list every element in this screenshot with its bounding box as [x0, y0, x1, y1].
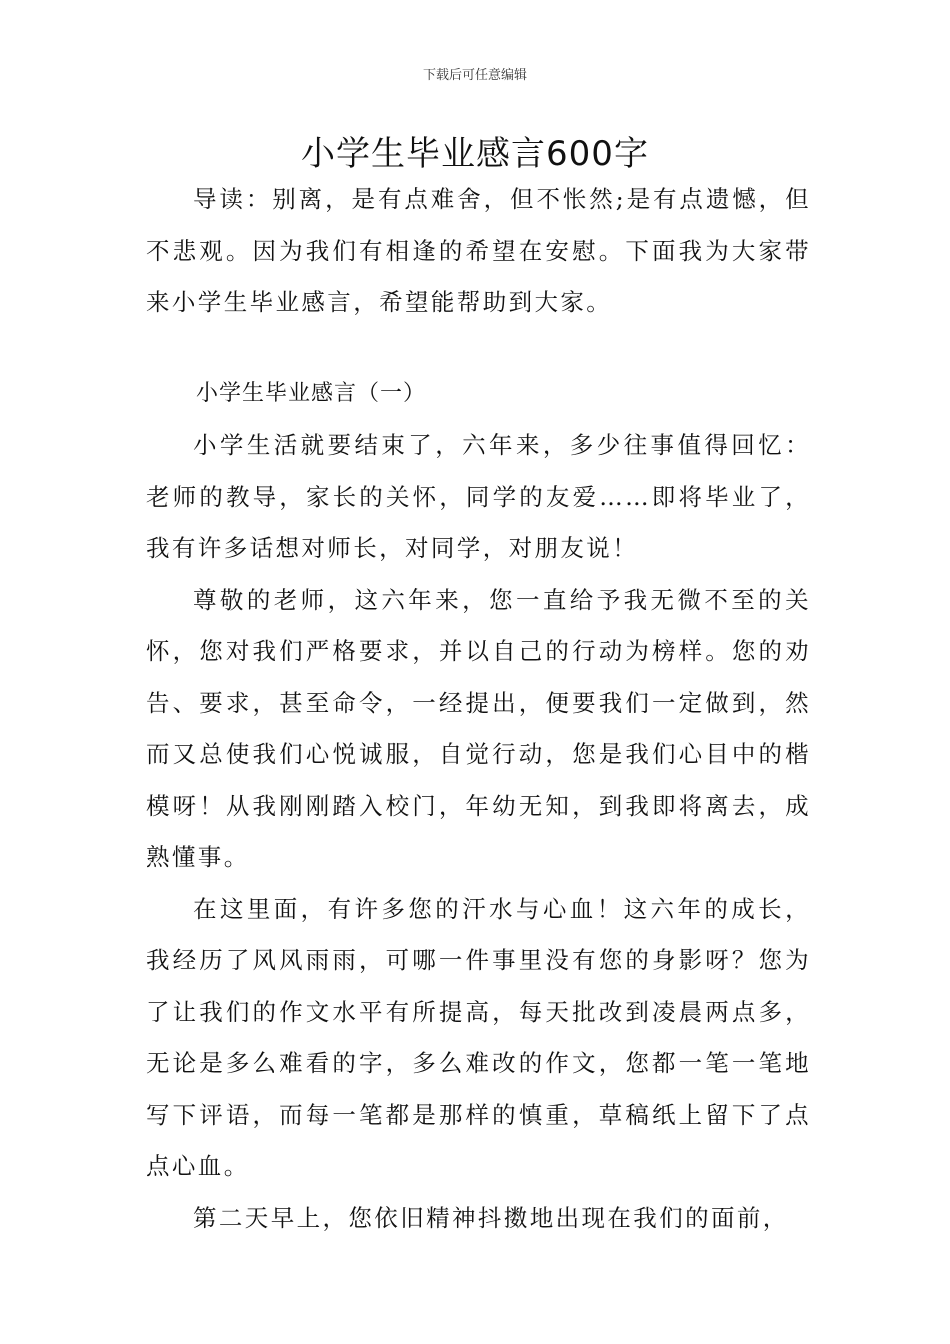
- header-note: 下载后可任意编辑: [422, 68, 527, 83]
- section-heading: 小学生毕业感言（一）: [196, 381, 427, 406]
- main-body: [146, 420, 811, 1244]
- intro-paragraph: 导读：别离，是有点难舍，但不怅然;是有点遗憾，但不悲观。因为我们有相逢的希望在安慰。下面我为大家带来小学生毕业感言，希望能帮助到大家。: [146, 185, 811, 316]
- body-paragraph: 小学生活就要结束了，六年来，多少往事值得回忆：老师的教导，家长的关怀，同学的友爱……即将毕业了，我有许多话想对师长，对同学，对朋友说！: [146, 431, 811, 562]
- body-paragraph: 在这里面，有许多您的汗水与心血！这六年的成长，我经历了风风雨雨，可哪一件事里没有您的身影呀？您为了让我们的作文水平有所提高，每天批改到凌晨两点多，无论是多么难看的字，多么难改的作文，您都一笔一笔地写下评语，而每一笔都是那样的慎重，草稿纸上留下了点点心血。: [146, 894, 811, 1180]
- body-paragraph: 尊敬的老师，这六年来，您一直给予我无微不至的关怀，您对我们严格要求，并以自己的行动为榜样。您的劝告、要求，甚至命令，一经提出，便要我们一定做到，然而又总使我们心悦诚服，自觉行动，您是我们心目中的楷模呀！从我刚刚踏入校门，年幼无知，到我即将离去，成熟懂事。: [146, 585, 811, 871]
- intro-block: [146, 174, 811, 329]
- document-title: 小学生毕业感言600字: [301, 134, 649, 174]
- body-paragraph: 第二天早上，您依旧精神抖擞地出现在我们的面前，: [193, 1203, 789, 1232]
